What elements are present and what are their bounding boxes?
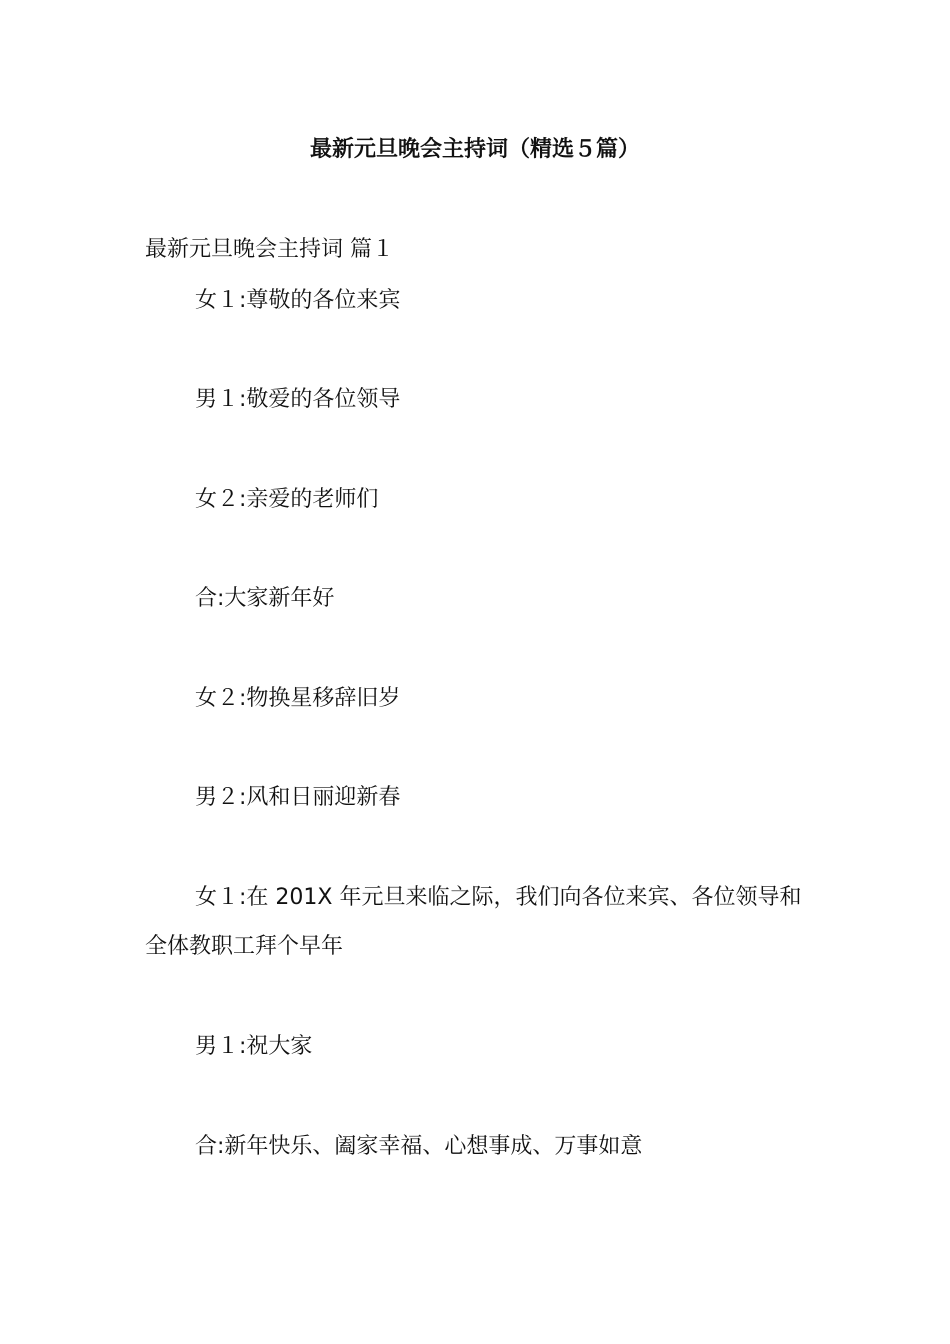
section-heading: 最新元旦晚会主持词 篇１: [145, 237, 394, 262]
script-line-1: 女１:尊敬的各位来宾: [195, 288, 401, 313]
script-line-8: 男１:祝大家: [195, 1034, 313, 1059]
script-line-4: 合:大家新年好: [195, 586, 335, 611]
script-line-3: 女２:亲爱的老师们: [195, 487, 379, 512]
script-line-5: 女２:物换星移辞旧岁: [195, 686, 401, 711]
script-line-7: 女１:在 201X 年元旦来临之际，我们向各位来宾、各位领导和全体教职工拜个早年: [145, 885, 802, 959]
script-line-9: 合:新年快乐、阖家幸福、心想事成、万事如意: [195, 1134, 643, 1159]
script-line-2: 男１:敬爱的各位领导: [195, 387, 401, 412]
document-title: 最新元旦晚会主持词（精选５篇）: [309, 137, 640, 162]
script-line-6: 男２:风和日丽迎新春: [195, 785, 401, 810]
